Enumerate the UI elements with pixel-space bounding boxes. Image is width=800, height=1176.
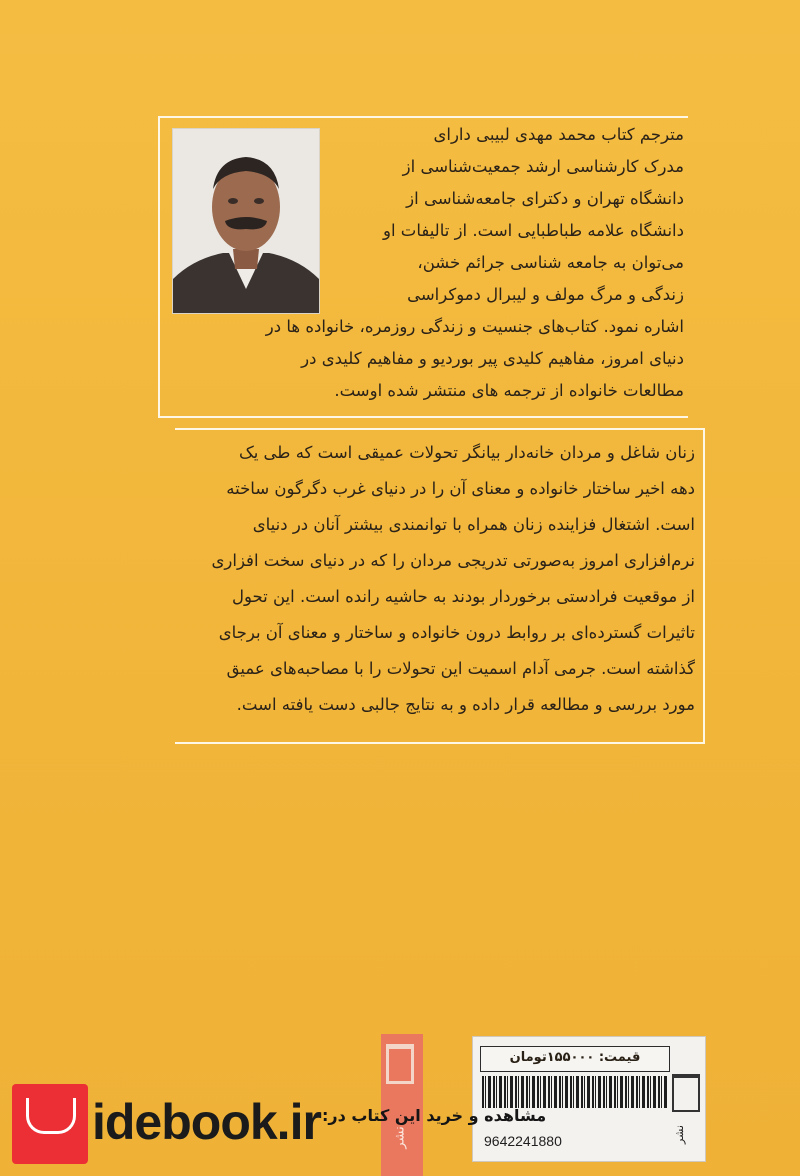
- bio-line: دنیای امروز، مفاهیم کلیدی پیر بوردیو و مفاهیم کلیدی در: [301, 349, 684, 368]
- publisher-logo-icon: [386, 1044, 414, 1084]
- bio-line: مدرک کارشناسی ارشد جمعیت‌شناسی از: [402, 157, 684, 176]
- description-line: است. اشتغال فزاینده زنان همراه با توانمندی بیشتر آنان در دنیای: [252, 515, 695, 534]
- bio-frame-bottom-border: [158, 416, 688, 418]
- description-line: زنان شاغل و مردان خانه‌دار بیانگر تحولات عمیقی است که طی یک: [238, 443, 695, 462]
- watermark-caption: مشاهده و خرید این کتاب در:: [322, 1106, 547, 1125]
- description-frame-bottom-border: [175, 742, 705, 744]
- bio-line: مترجم کتاب محمد مهدی لبیبی دارای: [433, 125, 684, 144]
- watermark-brand[interactable]: idebook.ir: [92, 1094, 321, 1150]
- bio-line: زندگی و مرگ مولف و لیبرال دموکراسی: [407, 285, 684, 304]
- description-line: مورد بررسی و مطالعه قرار داده و به نتایج جالبی دست یافته است.: [236, 695, 695, 714]
- translator-bio: [160, 120, 684, 416]
- description-line: از موقعیت فرادستی برخوردار بودند به حاشیه رانده است. این تحول: [232, 587, 695, 606]
- description-line: گذاشته است. جرمی آدام اسمیت این تحولات را با مصاحبه‌های عمیق: [226, 659, 695, 678]
- barcode-icon: [482, 1076, 668, 1108]
- bio-line: اشاره نمود. کتاب‌های جنسیت و زندگی روزمره، خانواده ها در: [265, 317, 684, 336]
- bio-line: دانشگاه علامه طباطبایی است. از تالیفات او: [383, 221, 684, 240]
- publisher-logo-text: نشر: [392, 1126, 408, 1149]
- description-line: دهه اخیر ساختار خانواده و معنای آن را در دنیای غرب دگرگون ساخته: [226, 479, 695, 498]
- watermark-book-glyph-icon: [26, 1098, 76, 1134]
- description-frame-top-border: [175, 428, 705, 430]
- label-publisher-text: نشر: [672, 1125, 686, 1144]
- bio-line: مطالعات خانواده از ترجمه های منتشر شده اوست.: [334, 381, 684, 400]
- book-description: [150, 434, 695, 734]
- label-publisher-logo-icon: [672, 1074, 700, 1112]
- bio-line: می‌توان به جامعه شناسی جرائم خشن،: [417, 253, 684, 272]
- description-line: تاثیرات گسترده‌ای بر روابط درون خانواده و ساختار و معنای آن برجای: [218, 623, 695, 642]
- description-frame-right-border: [703, 428, 705, 744]
- bio-line: دانشگاه تهران و دکترای جامعه‌شناسی از: [406, 189, 684, 208]
- bio-frame-top-border: [158, 116, 688, 118]
- price-text: قیمت: ۱۵۵۰۰۰تومان: [509, 1050, 641, 1065]
- isbn-number: 9642241880: [484, 1133, 562, 1149]
- description-line: نرم‌افزاری امروز به‌صورتی تدریجی مردان را که در دنیای سخت افزاری: [211, 551, 695, 570]
